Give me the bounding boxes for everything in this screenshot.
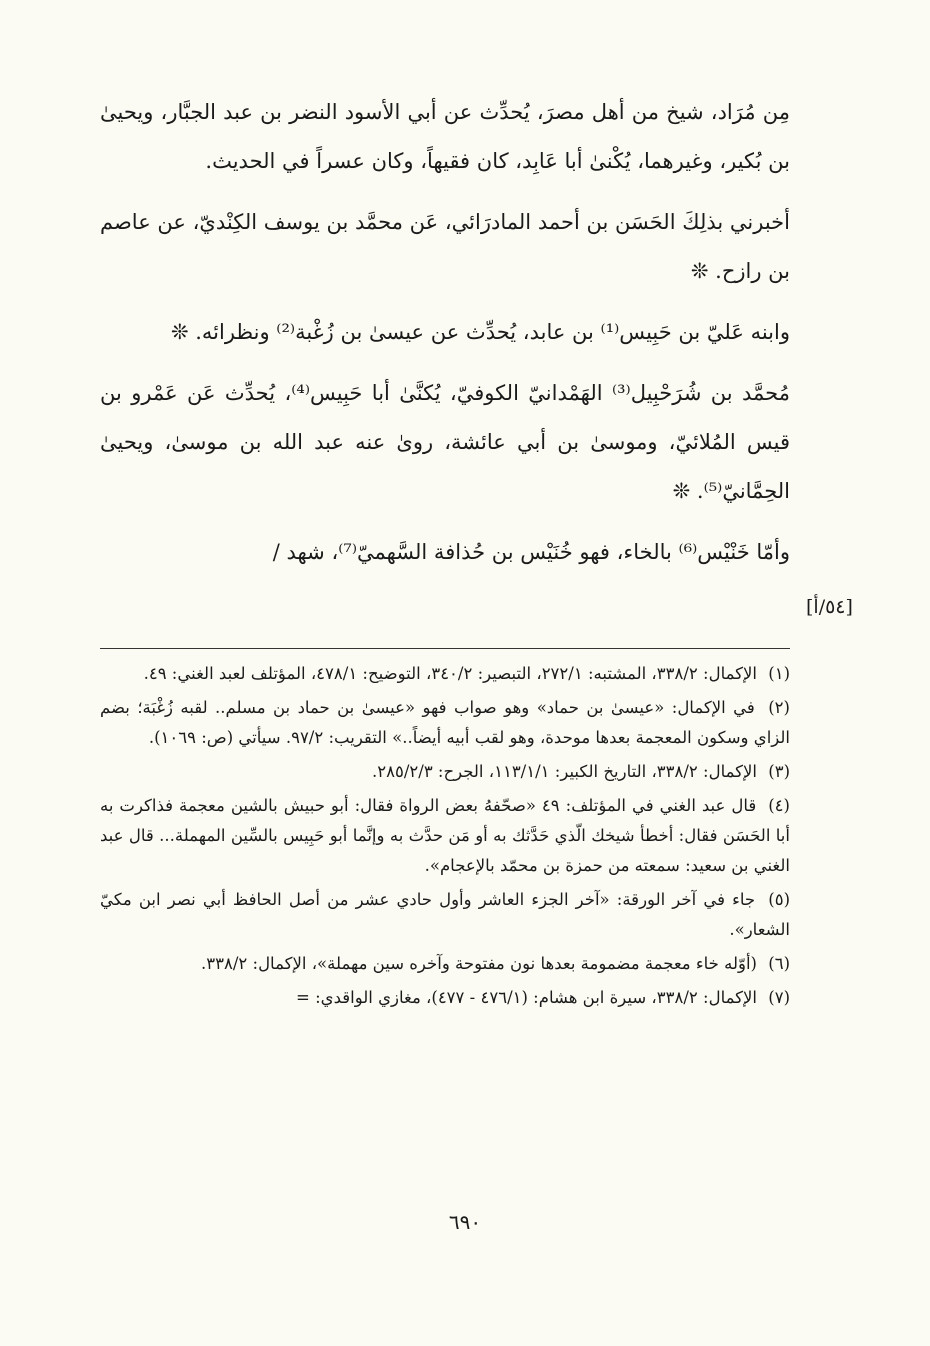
main-text <box>100 88 790 589</box>
footnote-number: (٣) <box>768 762 790 781</box>
footnote <box>100 885 790 945</box>
footnote-text: قال عبد الغني في المؤتلف: ٤٩ «صحّفهُ بعض الرواة فقال: أبو حبيش بالشين معجمة فذاكرت به أبا الحَسَن فقال: أخطأ شيخك الّذي حَدَّثك به أو مَن حدَّث به وإنَّما أبو حَبِيس بالسِّين المهملة... قال عبد الغني بن سعيد: سمعته من حمزة بن محمّد بالإعجام». <box>100 796 790 875</box>
footnote <box>100 757 790 787</box>
footnote-number: (٥) <box>768 890 790 909</box>
footnote-text: في الإكمال: «عيسىٰ بن حماد» وهو صواب فهو «عيسىٰ بن حماد بن مسلم.. لقبه زُغْبَة؛ بضم الزاي وسكون المعجمة بعدها موحدة، وهو لقب أبيه أيضاً..» التقريب: ٩٧/٢. سيأتي (ص: ١٠٦٩). <box>100 698 790 747</box>
footnote-number: (٦) <box>768 954 790 973</box>
paragraph: أخبرني بذلِكَ الحَسَن بن أحمد المادرَائي، عَن محمَّد بن يوسف الكِنْديّ، عن عاصم بن رازح. ❊ <box>100 210 790 283</box>
footnote <box>100 693 790 753</box>
footnote-number: (١) <box>768 664 790 683</box>
footnote-text: الإكمال: ٣٣٨/٢، التاريخ الكبير: ١١٣/١/١، الجرح: ٢٨٥/٢/٣. <box>372 762 757 781</box>
footnote-text: الإكمال: ٣٣٨/٢، سيرة ابن هشام: (٤٧٦/١ - ٤٧٧)، مغازي الواقدي: = <box>296 988 757 1007</box>
footnote-number: (٧) <box>768 988 790 1007</box>
paragraph: مُحمَّد بن شُرَحْبِيل⁽³⁾ الهَمْدانيّ الكوفيّ، يُكنَّىٰ أبا حَبِيس⁽⁴⁾، يُحدِّث عَن عَمْرو بن قيس المُلائيّ، وموسىٰ بن أبي عائشة، روىٰ عنه عبد الله بن موسىٰ، ويحيىٰ الحِمَّانيّ⁽⁵⁾. ❊ <box>100 381 790 503</box>
footnote-text: الإكمال: ٣٣٨/٢، المشتبه: ٢٧٢/١، التبصير: ٣٤٠/٢، التوضيح: ٤٧٨/١، المؤتلف لعبد الغني: ٤٩. <box>143 664 757 683</box>
page-number: ٦٩٠ <box>448 1210 482 1234</box>
footnotes <box>100 648 790 1017</box>
paragraph: وابنه عَليّ بن حَبِيس⁽¹⁾ بن عابد، يُحدِّث عن عيسىٰ بن زُغْبة⁽²⁾ ونظرائه. ❊ <box>170 320 790 344</box>
footnote <box>100 983 790 1013</box>
paragraph: وأمّا خَنْيْس⁽⁶⁾ بالخاء، فهو خُنَيْس بن حُذافة السَّهميّ⁽⁷⁾، شهد / <box>272 540 790 564</box>
footnote <box>100 949 790 979</box>
footnote-number: (٤) <box>768 796 790 815</box>
footnote-text: (أوّله خاء معجمة مضمومة بعدها نون مفتوحة وآخره سين مهملة»، الإكمال: ٣٣٨/٢. <box>201 954 757 973</box>
manuscript-folio-reference: [٥٤/أ] <box>806 596 853 618</box>
footnote <box>100 791 790 881</box>
footnote-number: (٢) <box>768 698 790 717</box>
paragraph: مِن مُرَاد، شيخ من أهل مصرَ، يُحدِّث عن أبي الأسود النضر بن عبد الجبَّار، ويحيىٰ بن بُكير، وغيرهما، يُكْنىٰ أبا عَابِد، كان فقيهاً، وكان عسراً في الحديث. <box>100 100 790 173</box>
footnote-text: جاء في آخر الورقة: «آخر الجزء العاشر وأول حادي عشر من أصل الحافظ أبي نصر ابن مكيّ الشعار». <box>100 890 790 939</box>
footnote <box>100 659 790 689</box>
